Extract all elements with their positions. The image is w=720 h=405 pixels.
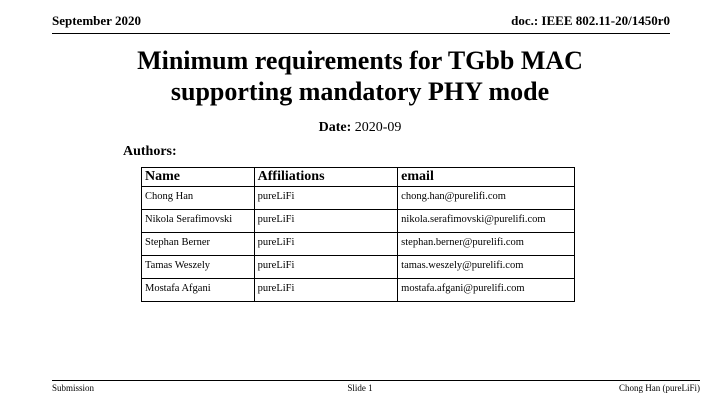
slide-title [0, 45, 720, 107]
footer-divider [52, 380, 700, 381]
column-header-name: Name [142, 168, 255, 187]
footer-submission: Submission [52, 383, 95, 393]
authors-header-row [142, 168, 575, 187]
author-name: Tamas Weszely [142, 256, 255, 279]
date-value: 2020-09 [354, 120, 402, 135]
author-name: Chong Han [142, 187, 255, 210]
footer-author: Chong Han (pureLiFi) [619, 383, 700, 393]
author-name: Stephan Berner [142, 233, 255, 256]
author-email: stephan.berner@purelifi.com [398, 233, 575, 256]
header-date: September 2020 [52, 13, 141, 28]
authors-label: Authors: [123, 144, 177, 159]
author-affiliation: pureLiFi [254, 256, 398, 279]
author-email: nikola.serafimovski@purelifi.com [398, 210, 575, 233]
author-email: chong.han@purelifi.com [398, 187, 575, 210]
author-name: Mostafa Afgani [142, 279, 255, 302]
date-label: Date: [318, 120, 352, 135]
author-affiliation: pureLiFi [254, 279, 398, 302]
author-name: Nikola Serafimovski [142, 210, 255, 233]
slide-title-line-1: Minimum requirements for TGbb MAC [137, 46, 583, 75]
author-affiliation: pureLiFi [254, 233, 398, 256]
author-affiliation: pureLiFi [254, 210, 398, 233]
column-header-affiliations: Affiliations [254, 168, 398, 187]
footer-slide-number: Slide 1 [347, 383, 373, 393]
author-email: mostafa.afgani@purelifi.com [398, 279, 575, 302]
column-header-email: email [398, 168, 575, 187]
table-row [142, 279, 575, 302]
table-row [142, 233, 575, 256]
table-row [142, 187, 575, 210]
authors-table [141, 167, 575, 302]
table-row [142, 210, 575, 233]
header-doc-id: doc.: IEEE 802.11-20/1450r0 [511, 13, 670, 28]
author-affiliation: pureLiFi [254, 187, 398, 210]
header-divider [52, 33, 670, 34]
date-line [0, 120, 720, 136]
author-email: tamas.weszely@purelifi.com [398, 256, 575, 279]
table-row [142, 256, 575, 279]
slide-title-line-2: supporting mandatory PHY mode [170, 77, 550, 106]
